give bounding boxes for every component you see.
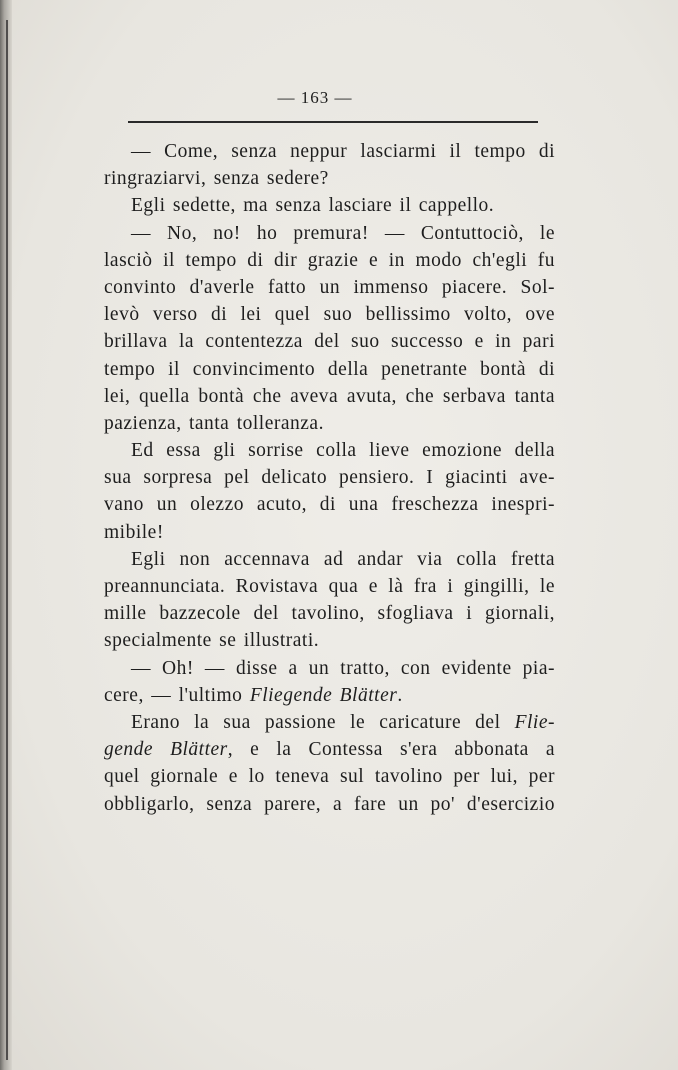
text-line: preannunciata. Rovistava qua e là fra i gingilli, le — [104, 576, 555, 597]
italic-title: Flie- — [514, 711, 555, 733]
text-line: lei, quella bontà che aveva avuta, che serbava tanta — [104, 385, 555, 407]
text-line: levò verso di lei quel suo bellissimo volto, ove — [104, 304, 555, 326]
text-line: quel giornale e lo teneva sul tavolino per lui, per — [104, 766, 555, 788]
text-line: Ed essa gli sorrise colla lieve emozione della — [131, 440, 555, 462]
text-line: — No, no! ho premura! — Contuttociò, le — [131, 222, 555, 244]
text-line: convinto d'averle fatto un immenso piacere. Sol- — [104, 276, 555, 298]
text-line: — Oh! — disse a un tratto, con evidente pia- — [131, 657, 555, 679]
text-line — [104, 682, 555, 709]
page-number: — 163 — — [277, 88, 353, 107]
text-line: lasciò il tempo di dir grazie e in modo ch'egli fu — [104, 249, 555, 271]
text-line — [104, 709, 555, 736]
page-binding-edge — [0, 0, 12, 1070]
binding-shadow-line — [6, 20, 8, 1060]
text-line: Egli non accennava ad andar via colla fretta — [131, 548, 555, 570]
text-line: obbligarlo, senza parere, a fare un po' d'esercizio — [104, 793, 555, 815]
text-line: Egli sedette, ma senza lasciare il cappello. — [131, 195, 495, 217]
text-line — [104, 736, 555, 763]
text-line: — Come, senza neppur lasciarmi il tempo di — [131, 141, 555, 162]
text-line: tempo il convincimento della penetrante bontà di — [104, 358, 555, 380]
text-run: . — [397, 684, 403, 706]
text-line: mille bazzecole del tavolino, sfogliava i giornali, — [104, 603, 555, 625]
text-line: vano un olezzo acuto, di una freschezza inespri- — [104, 494, 555, 516]
text-line: sua sorpresa pel delicato pensiero. I giacinti ave- — [104, 467, 555, 489]
text-line: mibile! — [104, 521, 164, 543]
text-line: pazienza, tanta tolleranza. — [104, 412, 324, 434]
page-body-text — [104, 138, 555, 818]
text-line: specialmente se illustrati. — [104, 630, 320, 652]
header-rule — [128, 121, 538, 123]
italic-title: gende Blätter — [104, 739, 228, 761]
text-line: brillava la contentezza del suo successo e in pari — [104, 331, 555, 353]
italic-title: Fliegende Blätter — [249, 684, 398, 706]
text-run: Erano la sua passione le caricature del — [131, 711, 515, 733]
text-run: cere, — l'ultimo — [104, 684, 250, 706]
text-line: ringraziarvi, senza sedere? — [104, 168, 329, 190]
text-run: , e la Contessa s'era abbonata a — [227, 739, 555, 761]
